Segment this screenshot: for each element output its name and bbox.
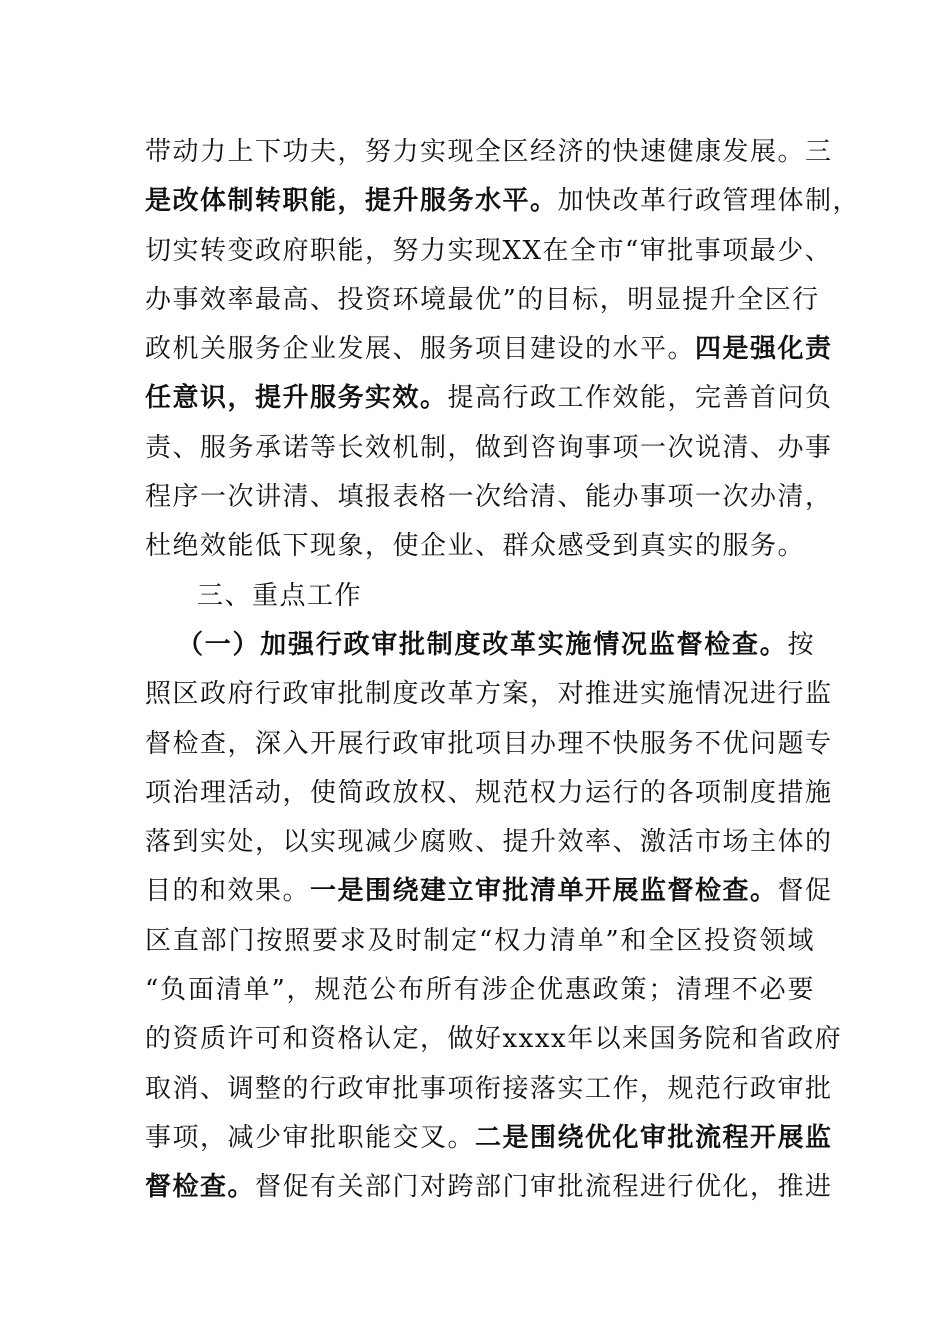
text-line: 责、服务承诺等长效机制，做到咨询事项一次说清、办事 (145, 432, 833, 463)
text-line: 带动力上下功夫，努力实现全区经济的快速健康发展。三 (145, 137, 833, 167)
text-line: 督检查，深入开展行政审批项目办理不快服务不优问题专 (145, 728, 833, 759)
text-line: 目的和效果。一是围绕建立审批清单开展监督检查。督促 (145, 876, 833, 907)
text-line: 的资质许可和资格认定，做好xxxx年以来国务院和省政府 (145, 1024, 843, 1055)
text-line: 落到实处，以实现减少腐败、提升效率、激活市场主体的 (145, 827, 833, 858)
section-heading: 三、重点工作 (197, 580, 363, 611)
text-line: 事项，减少审批职能交叉。二是围绕优化审批流程开展监 (145, 1122, 833, 1153)
text-line: 区直部门按照要求及时制定“权力清单”和全区投资领域 (145, 925, 815, 956)
text-line: 政机关服务企业发展、服务项目建设的水平。四是强化责 (145, 334, 833, 365)
text-line: 照区政府行政审批制度改革方案，对推进实施情况进行监 (145, 679, 833, 710)
body-text (145, 128, 861, 1213)
subsection-heading-line: （一）加强行政审批制度改革实施情况监督检查。按 (177, 629, 815, 660)
text-line: 取消、调整的行政审批事项衔接落实工作，规范行政审批 (145, 1073, 833, 1104)
text-line: 督检查。督促有关部门对跨部门审批流程进行优化，推进 (145, 1172, 833, 1203)
text-line: 任意识，提升服务实效。提高行政工作效能，完善首问负 (145, 383, 833, 414)
text-line: 杜绝效能低下现象，使企业、群众感受到真实的服务。 (145, 531, 806, 562)
text-line: 项治理活动，使简政放权、规范权力运行的各项制度措施 (145, 777, 833, 808)
text-line: 办事效率最高、投资环境最优”的目标，明显提升全区行 (145, 284, 820, 315)
text-line: 切实转变政府职能，努力实现XX在全市“审批事项最少、 (145, 235, 833, 266)
text-line: 是改体制转职能，提升服务水平。加快改革行政管理体制， (145, 186, 861, 217)
text-line: “负面清单”，规范公布所有涉企优惠政策；清理不必要 (145, 975, 815, 1006)
text-line: 程序一次讲清、填报表格一次给清、能办事项一次办清， (145, 482, 833, 513)
